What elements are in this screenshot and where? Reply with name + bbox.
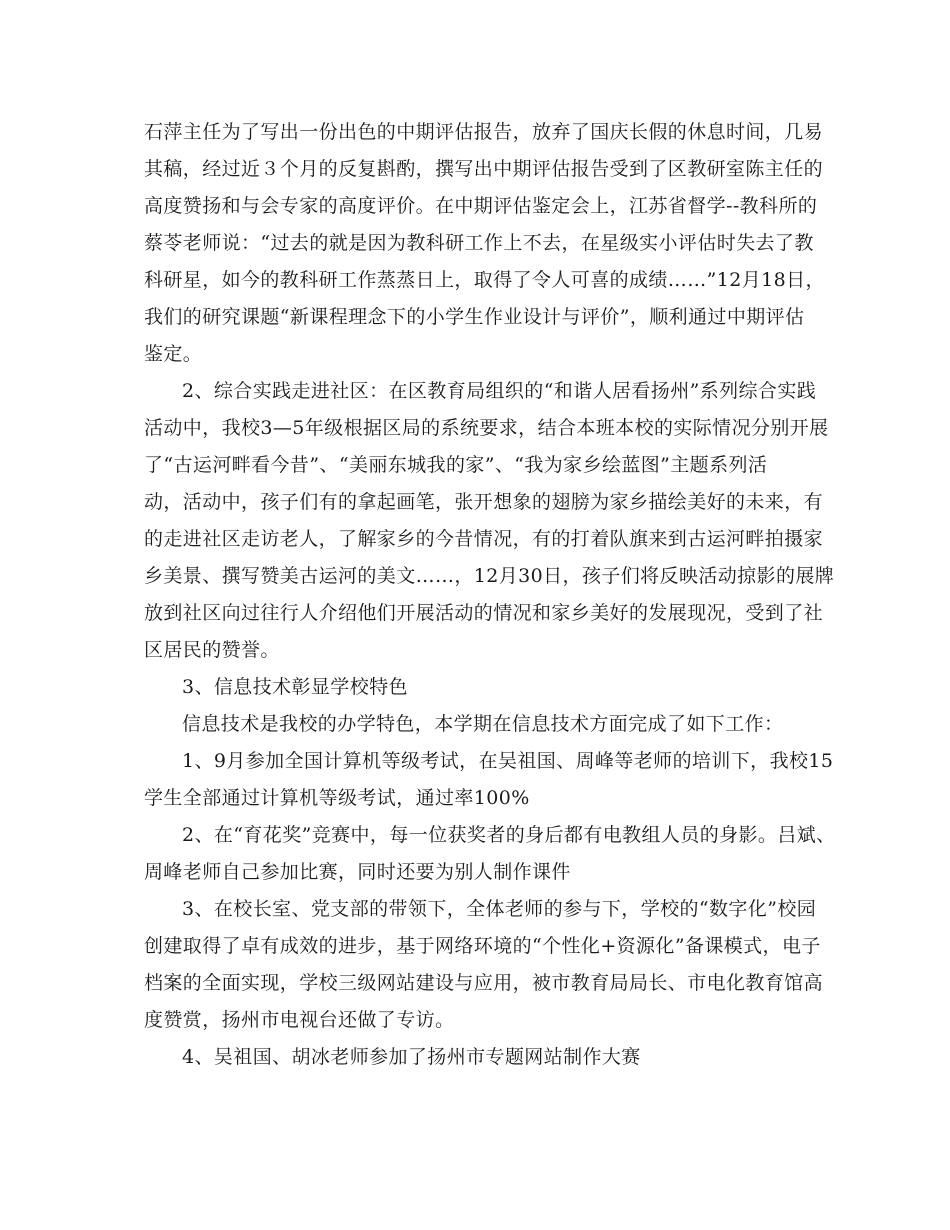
text-line: 高度赞扬和与会专家的高度评价。在中期评估鉴定会上，江苏省督学--教科所的: [144, 195, 818, 217]
text-line: 蔡苓老师说：“过去的就是因为教科研工作上不去，在星级实小评估时失去了教: [144, 232, 814, 254]
list-item: 4、吴祖国、胡冰老师参加了扬州市专题网站制作大赛: [182, 1046, 641, 1068]
text-line: 活动中，我校3—5年级根据区局的系统要求，结合本班本校的实际情况分别开展: [144, 417, 829, 439]
text-line: 科研星，如今的教科研工作蒸蒸日上，取得了令人可喜的成绩……”12月18日，: [144, 269, 825, 291]
text-line: 石萍主任为了写出一份出色的中期评估报告，放弃了国庆长假的休息时间，几易: [144, 121, 824, 143]
text-line: 了“古运河畔看今昔”、“美丽东城我的家”、“我为家乡绘蓝图”主题系列活: [144, 454, 768, 476]
text-line: 区居民的赞誉。: [144, 639, 280, 661]
text-line: 创建取得了卓有成效的进步，基于网络环境的“个性化+资源化”备课模式，电子: [144, 935, 821, 957]
list-item: 1、9月参加全国计算机等级考试，在吴祖国、周峰等老师的培训下，我校15: [182, 750, 834, 772]
text-line: 我们的研究课题“新课程理念下的小学生作业设计与评价”，顺利通过中期评估: [144, 306, 805, 328]
text-line: 周峰老师自己参加比赛，同时还要为别人制作课件: [144, 861, 571, 883]
list-item: 3、在校长室、党支部的带领下，全体老师的参与下，学校的“数字化”校园: [182, 898, 817, 920]
text-line: 鉴定。: [144, 343, 203, 365]
text-line: 其稿，经过近３个月的反复斟酌，撰写出中期评估报告受到了区教研室陈主任的: [144, 158, 824, 180]
text-line: 度赞赏，扬州市电视台还做了专访。: [144, 1009, 455, 1031]
section-heading: 3、信息技术彰显学校特色: [182, 676, 408, 698]
text-line: 动，活动中，孩子们有的拿起画笔，张开想象的翅膀为家乡描绘美好的未来，有: [144, 491, 824, 513]
list-item: 2、在“育花奖”竞赛中，每一位获奖者的身后都有电教组人员的身影。吕斌、: [182, 824, 836, 846]
text-line: 乡美景、撰写赞美古运河的美文……，12月30日，孩子们将反映活动掠影的展牌: [144, 565, 835, 587]
paragraph-heading: 2、综合实践走进社区：在区教育局组织的“和谐人居看扬州”系列综合实践: [182, 380, 817, 402]
text-line: 信息技术是我校的办学特色，本学期在信息技术方面完成了如下工作：: [182, 713, 784, 735]
text-line: 放到社区向过往行人介绍他们开展活动的情况和家乡美好的发展现况，受到了社: [144, 602, 824, 624]
text-line: 档案的全面实现，学校三级网站建设与应用，被市教育局局长、市电化教育馆高: [144, 972, 824, 994]
text-line: 学生全部通过计算机等级考试，通过率100%: [144, 787, 530, 809]
text-line: 的走进社区走访老人，了解家乡的今昔情况，有的打着队旗来到古运河畔拍摄家: [144, 528, 824, 550]
